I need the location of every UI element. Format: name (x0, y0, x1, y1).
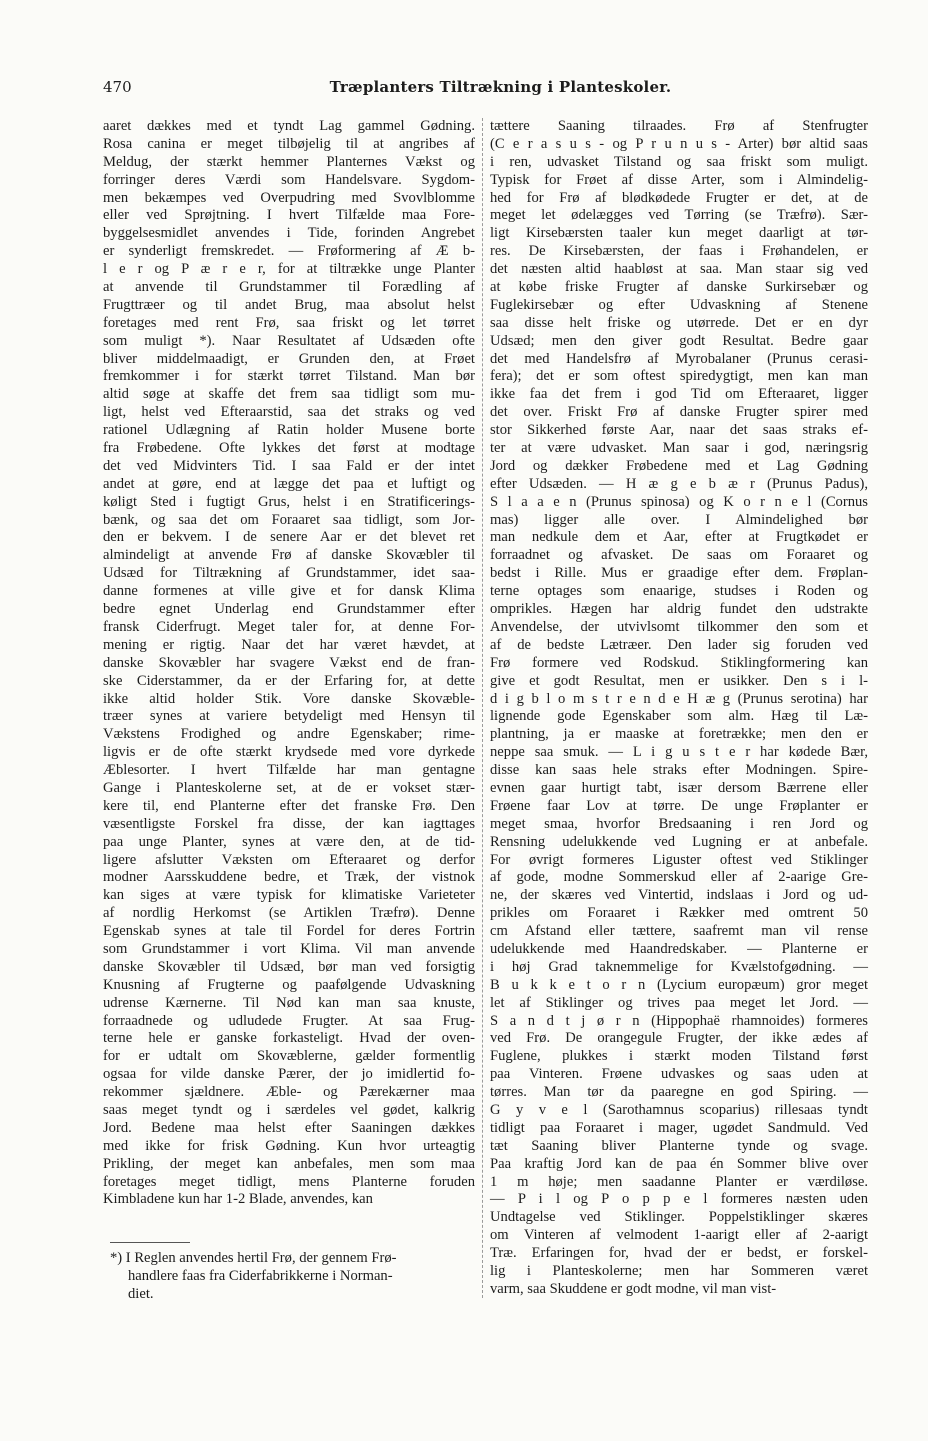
left-column-line: Knusning af Frugterne og paafølgende Udvaskning (103, 976, 475, 993)
left-column-line: Jord. Bedene maa helst efter Saaningen dækkes (103, 1119, 475, 1136)
right-column-line: Frø formere ved Rodskud. Stiklingformering kan (490, 654, 868, 671)
left-column-line: udrense Kærnerne. Til Nød kan man saa knuste, (103, 994, 475, 1011)
right-column-line: hed for Frø af blødkødede Frugter er det, at de (490, 189, 868, 206)
left-column-line: l e r og P æ r e r, for at tiltrække unge Planter (103, 261, 475, 278)
footnote-separator (110, 1242, 190, 1243)
left-column-line: paa unge Planter, synes at være den, at de tid- (103, 833, 475, 850)
right-column-line: i høj Grad taknemmelige for Kvælstofgødning. — (490, 958, 868, 975)
right-column-line: om Vinteren af velmodent 1-aarigt eller af 2-aarigt (490, 1227, 868, 1244)
right-column-line: ved Frø. De orangegule Frugter, der ikke ædes af (490, 1030, 868, 1047)
left-column-line: danske Skovæbler har svagere Vækst end de fran- (103, 654, 475, 671)
page-header (103, 78, 868, 100)
right-column-line: Paa kraftig Jord kan de paa én Sommer blive over (490, 1155, 868, 1172)
left-column-line: fra Frøbedene. Ofte lykkes det først at modtage (103, 440, 475, 457)
left-column-line: Gange i Planteskolerne set, at de er vokset stær- (103, 779, 475, 796)
left-column-line: af nordlig Herkomst (se Artiklen Træfrø). Denne (103, 905, 475, 922)
right-column-line: cm Afstand eller tættere, saafremt man vil rense (490, 923, 868, 940)
right-column-line: ne, der skæres ved Vintertid, indslaas i Jord og ud- (490, 887, 868, 904)
left-column-line: almindeligt at anvende Frø af danske Skovæbler til (103, 547, 475, 564)
right-column-line: Frøene faar Lov at tørre. De unge Frøplanter er (490, 797, 868, 814)
left-column-line: danske Skovæbler til Udsæd, bør man ved forsigtig (103, 958, 475, 975)
left-column-line: rekommer sjældnere. Æble- og Pærekærner maa (103, 1084, 475, 1101)
right-column-line: prikles om Foraaret i Rækker med omtrent 50 (490, 905, 868, 922)
right-column-line: omprikles. Hægen har aldrig fundet den udstrakte (490, 601, 868, 618)
left-column-line: terne hele er ganske forkasteligt. Hvad der oven- (103, 1030, 475, 1047)
right-column-line: Fuglene, plukkes i stærkt moden Tilstand først (490, 1048, 868, 1065)
right-column-line: give et godt Resultat, men er usikker. Den s i l- (490, 672, 868, 689)
left-column-line: væsentligste Forskel fra disse, der kan iagttages (103, 815, 475, 832)
right-column-line: ter at være udvasket. Man saar i god, næringsrig (490, 440, 868, 457)
running-title: Træplanters Tiltrækning i Planteskoler. (329, 78, 672, 96)
left-column-line: at anvende til Grundstammer til Forædling af (103, 279, 475, 296)
right-column-line: terne optages som enaarige, studses i Roden og (490, 583, 868, 600)
left-column-line: Udsæd for Tiltrækning af Grundstammer, idet saa- (103, 565, 475, 582)
right-column-line: 1 m høje; men saadanne Planter er værdiløse. (490, 1173, 868, 1190)
right-column-line: S l a a e n (Prunus spinosa) og K o r n e l (Cornus (490, 493, 868, 510)
right-column-line: lignende gode Egenskaber som alm. Hæg til Læ- (490, 708, 868, 725)
left-column-line: andet at gøre, end at lægge det paa et luftigt og (103, 475, 475, 492)
left-column-line: træer synes at variere betydeligt med Hensyn til (103, 708, 475, 725)
right-column-line: plantning, ja er maaske at foretrække; men den er (490, 726, 868, 743)
left-column-line: Vækstens Frodighed og andre Egenskaber; rime- (103, 726, 475, 743)
left-column-line: Prikling, der meget kan anbefales, men som maa (103, 1155, 475, 1172)
right-column-line: stor Sikkerhed første Aar, naar det saas straks ef- (490, 422, 868, 439)
left-column-line: bliver middelmaadigt, er Grunden den, at Frøet (103, 350, 475, 367)
left-column-line: Meldug, der stærkt hemmer Planternes Vækst og (103, 153, 475, 170)
left-column-line: Æblesorter. I hvert Tilfælde har man gentagne (103, 762, 475, 779)
right-text-column (490, 118, 868, 1299)
right-column-line: Udsæd; men den giver godt Resultat. Bedre gaar (490, 332, 868, 349)
right-column-line: meget smaa, hvorfor Bredsaaning i ren Jord og (490, 815, 868, 832)
left-text-column (103, 118, 475, 1209)
footnote-line: handlere faas fra Ciderfabrikkerne i Norman- (128, 1267, 393, 1284)
left-column-line: forraadnede og udludede Frugter. At saa Frug- (103, 1012, 475, 1029)
right-column-line: det over. Friskt Frø af danske Frugter spirer med (490, 404, 868, 421)
right-column-line: man nedkule dem et Aar, efter at Frugtkødet er (490, 529, 868, 546)
left-column-line: men bekæmpes ved Overpudring med Svovlblomme (103, 189, 475, 206)
right-column-line: evnen gaar hurtigt tabt, især dersom Bærrene eller (490, 779, 868, 796)
right-column-line: det med Handelsfrø af Myrobalaner (Prunus cerasi- (490, 350, 868, 367)
right-column-line: bedst i Rille. Mus er graadige efter dem. Frøplan- (490, 565, 868, 582)
right-column-line: ligt Kirsebærsten taaler kun meget daarligt at tør- (490, 225, 868, 242)
left-column-line: ligt, helst ved Efteraarstid, saa det straks og ved (103, 404, 475, 421)
right-column-line: tidligt paa Foraaret i mager, ugødet Sandmuld. Ved (490, 1119, 868, 1136)
left-column-line: altid søge at skaffe det frem saa tidligt som mu- (103, 386, 475, 403)
right-column-line: Undtagelse ved Stiklinger. Poppelstiklinger skæres (490, 1209, 868, 1226)
right-column-line: B u k k e t o r n (Lycium europæum) gror meget (490, 976, 868, 993)
left-column-line: forringer deres Værdi som Handelsvare. Sygdom- (103, 171, 475, 188)
right-column-line: — P i l og P o p p e l formeres næsten uden (490, 1191, 868, 1208)
right-column-line: lig i Planteskolerne; men har Sommeren været (490, 1263, 868, 1279)
left-column-line: mening er rigtig. Naar det har været hævdet, at (103, 636, 475, 653)
left-column-line: eller ved Sprøjtning. I hvert Tilfælde maa Fore- (103, 207, 475, 224)
footnote-line: *) I Reglen anvendes hertil Frø, der gennem Frø- (110, 1250, 397, 1266)
right-column-line: tørres. Man tør da paaregne en god Spiring. — (490, 1084, 868, 1101)
left-column-line: danne formenes at ville give et for dansk Klima (103, 583, 475, 600)
right-column-line: at købe friske Frugter af danske Surkirsebær og (490, 279, 868, 296)
left-column-line: ligvis er de ofte stærkt krydsede med vore dyrkede (103, 744, 475, 761)
left-column-line: køligt Sted i fugtigt Grus, helst i en Stratificerings- (103, 493, 475, 510)
right-column-line: udelukkende med Haandredskaber. — Planterne er (490, 940, 868, 957)
left-column-line: med ikke for frisk Gødning. Kun hvor urteagtig (103, 1137, 475, 1154)
left-column-line: den er bekvem. I de senere Aar er det blevet ret (103, 529, 475, 546)
right-column-line: det næsten altid haabløst at saa. Man staar sig ved (490, 261, 868, 278)
left-column-line: fremkommer i for stærkt tørret Tilstand. Man bør (103, 368, 475, 385)
left-column-line: saas meget tyndt og i særdeles vel gødet, kalkrig (103, 1101, 475, 1118)
left-column-line: Egenskab synes at tale til Fordel for deres Fortrin (103, 923, 475, 940)
left-column-line: bænk, og saa det om Foraaret saa tidligt, som Jor- (103, 511, 475, 528)
left-column-line: som muligt *). Naar Resultatet af Udsæden ofte (103, 332, 475, 349)
left-column-line: bedre egnet Underlag end Grundstammer efter (103, 601, 475, 618)
right-column-line: (C e r a s u s - og P r u n u s - Arter) bør altid saas (490, 135, 868, 152)
left-column-line: kere til, end Planterne efter det franske Frø. Den (103, 797, 475, 814)
left-column-line: foretages meget tidligt, mens Planterne foruden (103, 1173, 475, 1190)
right-column-line: paa Vinteren. Frøene udvaskes og saas uden at (490, 1066, 868, 1083)
right-column-line: efter Udsæden. — H æ g e b æ r (Prunus Padus), (490, 475, 868, 492)
right-column-line: i ren, udvasket Tilstand og saa friskt som muligt. (490, 153, 868, 170)
right-column-line: Anvendelse, der utvivlsomt tilkommer den som et (490, 618, 868, 635)
left-column-line: ske Ciderstammer, da er der Erfaring for, at dette (103, 672, 475, 689)
footnote-line: diet. (128, 1285, 154, 1302)
left-column-line: rationel Udlægning af Ratin holder Musene borte (103, 422, 475, 439)
right-column-line: af de bedste Lætræer. Den lader sig foruden ved (490, 636, 868, 653)
left-column-line: Kimbladene kun har 1-2 Blade, anvendes, kan (103, 1191, 373, 1208)
left-column-line: foretages med rent Frø, saa friskt og let tørret (103, 314, 475, 331)
left-column-line: ligere afslutter Væksten om Efteraaret og derfor (103, 851, 475, 868)
right-column-line: ikke faa det frem i god Tid om Efteraaret, ligger (490, 386, 868, 403)
right-column-line: saa disse helt friske og utørrede. Det er en dyr (490, 314, 868, 331)
right-column-line: forraadnet og afvasket. De saas om Foraaret og (490, 547, 868, 564)
right-column-line: Fuglekirsebær og efter Udvaskning af Stenene (490, 296, 868, 313)
right-column-line: Typisk for Frøet af disse Arter, som i Almindelig- (490, 171, 868, 188)
right-column-line: varm, saa Skuddene er godt modne, vil man vist- (490, 1280, 777, 1297)
left-column-line: Frugttræer og til andet Brug, maa absolut helst (103, 296, 475, 313)
left-column-line: Rosa canina er meget tilbøjelig til at angribes af (103, 135, 475, 152)
left-column-line: det ved Midvinters Tid. I saa Fald er der intet (103, 457, 475, 474)
right-column-line: neppe saa smuk. — L i g u s t e r har kødede Bær, (490, 744, 868, 761)
right-column-line: tættere Saaning tilraades. Frø af Stenfrugter (490, 118, 868, 134)
right-column-line: Træ. Erfaringen for, hvad der er bedst, er forskel- (490, 1245, 868, 1262)
right-column-line: af gode, modne Sommerskud eller af 2-aarige Gre- (490, 869, 868, 886)
right-column-line: S a n d t j ø r n (Hippophaë rhamnoides) formeres (490, 1012, 868, 1029)
right-column-line: disse kan saas hele straks efter Modningen. Spire- (490, 762, 868, 779)
right-column-line: d i g b l o m s t r e n d e H æ g (Prunus serotina) har (490, 690, 868, 707)
left-column-line: for er udtalt om Skovæblerne, gælder formentlig (103, 1048, 475, 1065)
footnote (110, 1250, 475, 1304)
right-column-line: G y v e l (Sarothamnus scoparius) rillesaas tyndt (490, 1101, 868, 1118)
column-divider (482, 118, 483, 1298)
left-column-line: som Grundstammer i vort Klima. Vil man anvende (103, 940, 475, 957)
left-column-line: kan siges at være typisk for klimatiske Varieteter (103, 887, 475, 904)
left-column-line: byggelsesmidlet anvendes i Tide, forinden Angrebet (103, 225, 475, 242)
left-column-line: ikke altid holder Stik. Vore danske Skovæble- (103, 690, 475, 707)
right-column-line: Jord og dækker Frøbedene med et Lag Gødning (490, 457, 868, 474)
left-column-line: fransk Ciderfrugt. Meget taler for, at denne For- (103, 618, 475, 635)
page-number: 470 (103, 78, 132, 96)
left-column-line: aaret dækkes med et tyndt Lag gammel Gødning. (103, 118, 475, 134)
left-column-line: er synderligt fremskredet. — Frøformering af Æ b- (103, 243, 475, 260)
right-column-line: fera); det er som oftest spiredygtigt, men kan man (490, 368, 868, 385)
left-column-line: modner Aarsskuddene bedre, et Træk, der vistnok (103, 869, 475, 886)
right-column-line: tæt Saaning bliver Planterne tynde og svage. (490, 1137, 868, 1154)
right-column-line: let af Stiklinger og trives paa meget let Jord. — (490, 994, 868, 1011)
right-column-line: For øvrigt formeres Liguster oftest ved Stiklinger (490, 851, 868, 868)
right-column-line: meget let ødelægges ved Tørring (se Træfrø). Sær- (490, 207, 868, 224)
right-column-line: res. De Kirsebærsten, der faas i Frøhandelen, er (490, 243, 868, 260)
left-column-line: ogsaa for vilde danske Pærer, der jo imidlertid fo- (103, 1066, 475, 1083)
right-column-line: mas) ligger alle over. I Almindelighed bør (490, 511, 868, 528)
right-column-line: Rensning udelukkende ved Lugning er at anbefale. (490, 833, 868, 850)
